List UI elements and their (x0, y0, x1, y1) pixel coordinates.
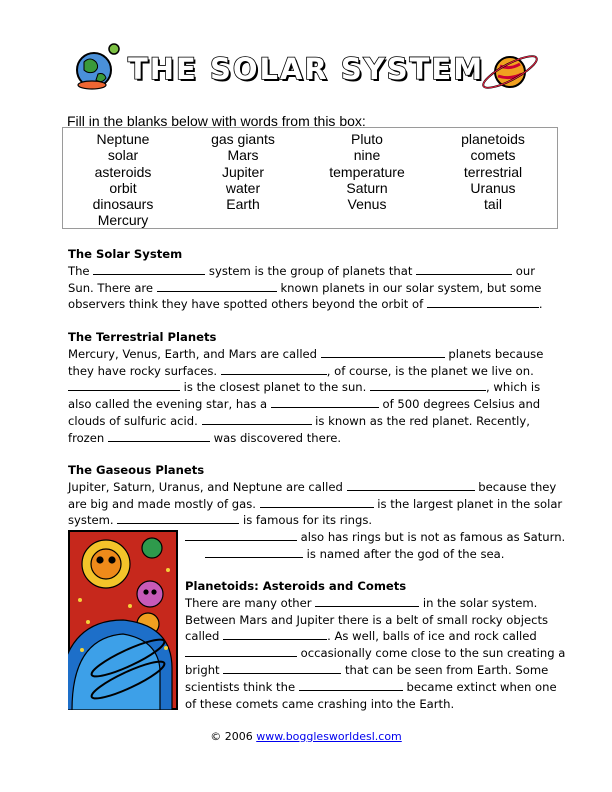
website-link[interactable]: www.bogglesworldesl.com (256, 730, 402, 743)
text-line: called . As well, balls of ice and rock called (185, 629, 537, 644)
text-line: they have rocky surfaces. , of course, is the planet we live on. (68, 363, 534, 378)
word: asteroids (94, 163, 152, 180)
word: Uranus (470, 179, 516, 196)
blank-field[interactable] (93, 264, 205, 275)
blank-field[interactable] (321, 347, 445, 358)
word-box (62, 127, 558, 229)
text-line: The system is the group of planets that our (68, 263, 535, 278)
word-column-1 (71, 131, 175, 229)
text-line: are big and made mostly of gas. is the largest planet in the solar (68, 496, 563, 511)
word: terrestrial (463, 163, 523, 180)
word: solar (107, 147, 139, 164)
text-line: system. is famous for its rings. (68, 513, 373, 528)
text-line: occasionally come close to the sun creating a (185, 645, 555, 662)
word: water (225, 179, 261, 196)
copyright-text: © 2006 (210, 730, 257, 743)
word-column-4 (439, 131, 547, 212)
section-heading: Planetoids: Asteroids and Comets (185, 579, 407, 593)
text-line: observers think they have spotted others beyond the orbit of . (68, 297, 543, 312)
section-heading: The Gaseous Planets (68, 463, 205, 477)
word-column-2 (191, 131, 295, 212)
blank-field[interactable] (370, 380, 486, 391)
section-terrestrial (68, 329, 548, 447)
blank-field[interactable] (68, 380, 180, 391)
blank-field[interactable] (299, 680, 403, 691)
blank-field[interactable] (117, 513, 239, 524)
word: nine (353, 147, 381, 164)
word: temperature (329, 163, 405, 180)
text-line: bright that can be seen from Earth. Some (185, 662, 549, 677)
word: tail (484, 196, 502, 213)
solar-system-illustration (68, 530, 178, 710)
blank-field[interactable] (315, 596, 419, 607)
word: Venus (347, 196, 387, 213)
blank-field[interactable] (416, 264, 512, 275)
word: comets (470, 147, 516, 164)
blank-field[interactable] (185, 530, 297, 541)
word: dinosaurs (92, 196, 154, 213)
section-planetoids (185, 578, 566, 712)
blank-field[interactable] (185, 646, 297, 657)
text-line: is named after the god of the sea. (68, 546, 548, 563)
section-solar-system (68, 246, 548, 313)
text-line: of these comets came crashing into the Earth. (185, 696, 455, 711)
text-line: scientists think the became extinct when one (185, 679, 557, 694)
blank-field[interactable] (157, 281, 277, 292)
blank-field[interactable] (223, 629, 327, 640)
blank-field[interactable] (260, 497, 374, 508)
blank-field[interactable] (347, 480, 475, 491)
text-line: Between Mars and Jupiter there is a belt of small rocky objects (185, 612, 549, 627)
ringed-planet-icon (478, 40, 542, 100)
text-line: is the closest planet to the sun. , which is (68, 379, 548, 396)
text-line: clouds of sulfuric acid. is known as the red planet. Recently, (68, 413, 530, 428)
text-line: Sun. There are known planets in our solar system, but some (68, 280, 542, 295)
word: Saturn (346, 179, 388, 196)
blank-field[interactable] (205, 547, 303, 558)
footer (0, 730, 612, 743)
section-heading: The Terrestrial Planets (68, 330, 217, 344)
blank-field[interactable] (202, 414, 312, 425)
text-line: Jupiter, Saturn, Uranus, and Neptune are called because they (68, 479, 557, 494)
word: orbit (109, 179, 137, 196)
word: Mars (227, 147, 259, 164)
text-line: frozen was discovered there. (68, 430, 342, 445)
blank-field[interactable] (108, 431, 210, 442)
blank-field[interactable] (223, 663, 341, 674)
text-line: also called the evening star, has a of 500 degrees Celsius and (68, 397, 541, 412)
text-line: Mercury, Venus, Earth, and Mars are called planets because (68, 346, 544, 361)
instructions: Fill in the blanks below with words from this box: (67, 113, 366, 129)
word: Jupiter (221, 163, 265, 180)
section-heading: The Solar System (68, 247, 183, 261)
page-title: THE SOLAR SYSTEM (128, 52, 485, 86)
text-line: also has rings but is not as famous as Saturn. (68, 529, 548, 546)
word: gas giants (211, 131, 275, 147)
word-column-3 (315, 131, 419, 212)
word: Mercury (97, 212, 149, 229)
word: Neptune (96, 131, 150, 147)
word: Pluto (351, 131, 383, 147)
word: Earth (226, 196, 260, 213)
text-line: There are many other in the solar system. (185, 595, 538, 610)
blank-field[interactable] (221, 364, 327, 375)
blank-field[interactable] (427, 297, 539, 308)
earth-icon (72, 40, 132, 100)
title-banner (68, 40, 548, 100)
word: planetoids (461, 131, 525, 147)
blank-field[interactable] (271, 397, 379, 408)
